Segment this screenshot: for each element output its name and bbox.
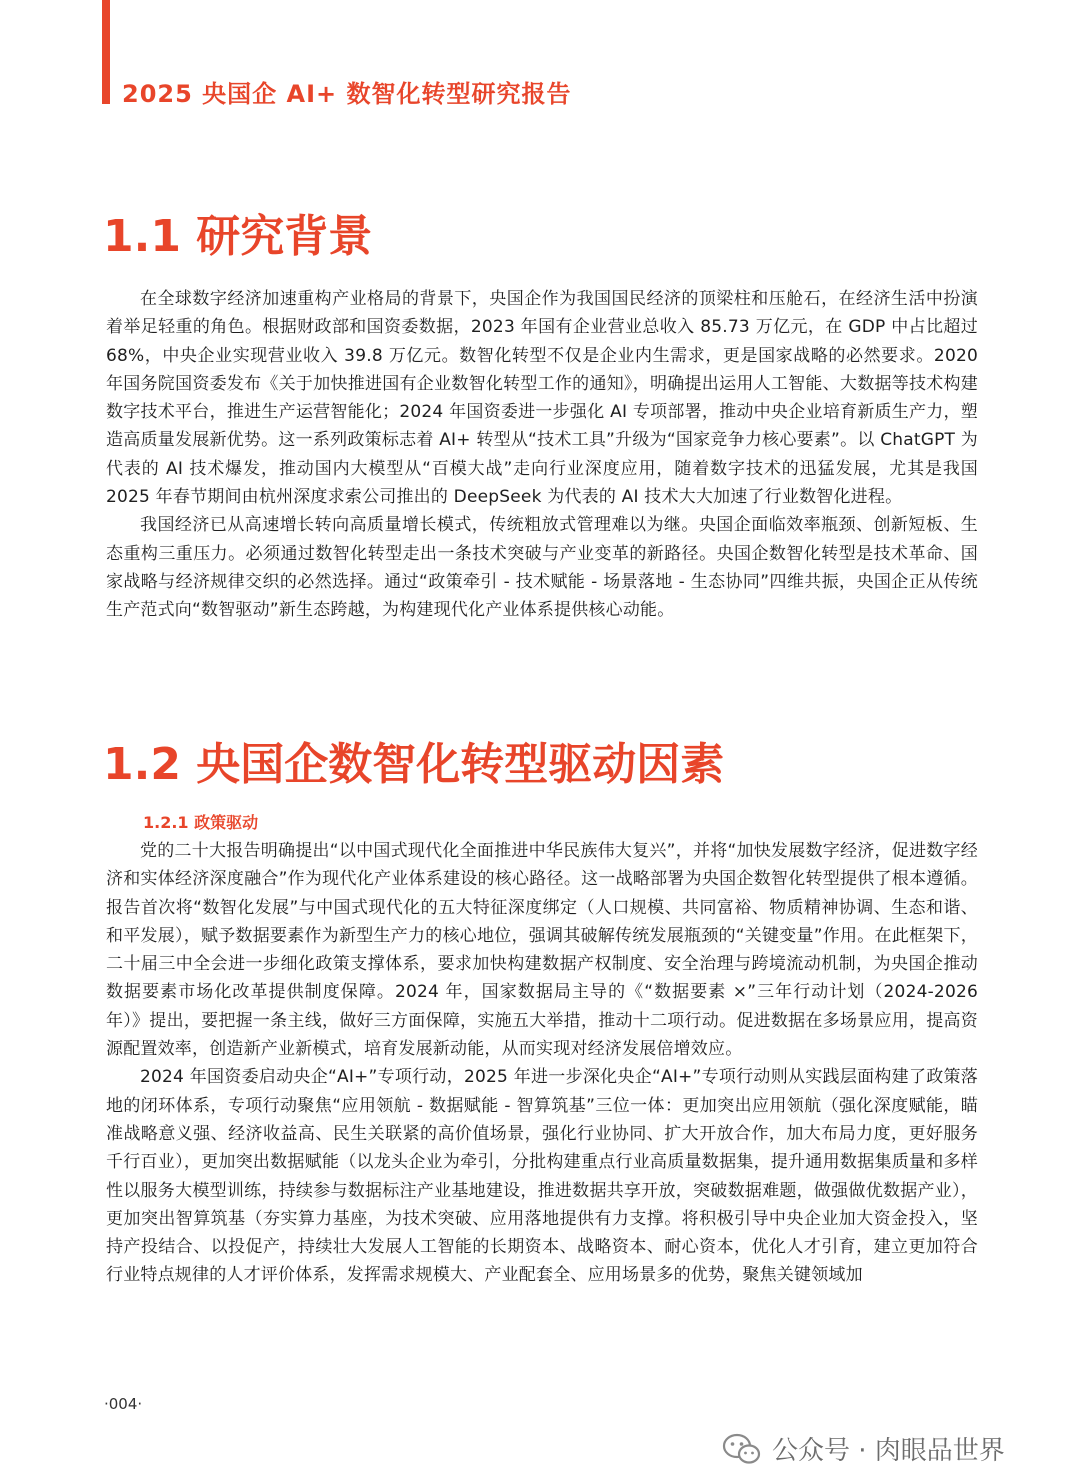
section-title-driving-factors: 1.2 央国企数智化转型驱动因素 bbox=[103, 739, 725, 790]
policy-driven-body bbox=[106, 837, 978, 1290]
wechat-icon bbox=[722, 1432, 762, 1466]
paragraph: 党的二十大报告明确提出“以中国式现代化全面推进中华民族伟大复兴”，并将“加快发展数字经济，促进数字经济和实体经济深度融合”作为现代化产业体系建设的核心路径。这一战略部署为央国企数智化转型提供了根本遵循。报告首次将“数智化发展”与中国式现代化的五大特征深度绑定（人口规模、共同富裕、物质精神协调、生态和谐、和平发展），赋予数据要素作为新型生产力的核心地位，强调其破解传统发展瓶颈的“关键变量”作用。在此框架下，二十届三中全会进一步细化政策支撑体系，要求加快构建数据产权制度、安全治理与跨境流动机制，为央国企推动数据要素市场化改革提供制度保障。2024 年，国家数据局主导的《“数据要素 ×”三年行动计划（2024-2026 年）》提出，要把握一条主线，做好三方面保障，实施五大举措，推动十二项行动。促进数据在多场景应用，提高资源配置效率，创造新产业新模式，培育发展新动能，从而实现对经济发展倍增效应。 bbox=[106, 841, 978, 1060]
watermark-text: 公众号 · 肉眼品世界 bbox=[772, 1436, 1005, 1466]
report-header-title: 2025 央国企 AI+ 数智化转型研究报告 bbox=[122, 80, 572, 108]
paragraph: 在全球数字经济加速重构产业格局的背景下，央国企作为我国国民经济的顶梁柱和压舱石，在经济生活中扮演着举足轻重的角色。根据财政部和国资委数据，2023 年国有企业营业总收入 85.73 万亿元，在 GDP 中占比超过 68%，中央企业实现营业收入 39.8 万亿元。数智化转型不仅是企业内生需求，更是国家战略的必然要求。2020 年国务院国资委发布《关于加快推进国有企业数智化转型工作的通知》，明确提出运用人工智能、大数据等技术构建数字技术平台，推进生产运营智能化；2024 年国资委进一步强化 AI 专项部署，推动中央企业培育新质生产力，塑造高质量发展新优势。这一系列政策标志着 AI+ 转型从“技术工具”升级为“国家竞争力核心要素”。以 ChatGPT 为代表的 AI 技术爆发，推动国内大模型从“百模大战”走向行业深度应用，随着数字技术的迅猛发展，尤其是我国 2025 年春节期间由杭州深度求索公司推出的 DeepSeek 为代表的 AI 技术大大加速了行业数智化进程。 bbox=[106, 289, 978, 508]
paragraph: 2024 年国资委启动央企“AI+”专项行动，2025 年进一步深化央企“AI+”专项行动则从实践层面构建了政策落地的闭环体系，专项行动聚焦“应用领航 - 数据赋能 - 智算筑基”三位一体：更加突出应用领航（强化深度赋能，瞄准战略意义强、经济收益高、民生关联紧的高价值场景，强化行业协同、扩大开放合作，加大布局力度，更好服务千行百业），更加突出数据赋能（以龙头企业为牵引，分批构建重点行业高质量数据集，提升通用数据集质量和多样性以服务大模型训练，持续参与数据标注产业基地建设，推进数据共享开放，突破数据难题，做强做优数据产业），更加突出智算筑基（夯实算力基座，为技术突破、应用落地提供有力支撑。将积极引导中央企业加大资金投入，坚持产投结合、以投促产，持续壮大发展人工智能的长期资本、战略资本、耐心资本，优化人才引育，建立更加符合行业特点规律的人才评价体系，发挥需求规模大、产业配套全、应用场景多的优势，聚焦关键领域加 bbox=[106, 1067, 978, 1286]
header-accent-bar bbox=[102, 0, 110, 104]
watermark bbox=[722, 1430, 1005, 1467]
research-background-body bbox=[106, 285, 978, 625]
paragraph: 我国经济已从高速增长转向高质量增长模式，传统粗放式管理难以为继。央国企面临效率瓶颈、创新短板、生态重构三重压力。必须通过数智化转型走出一条技术突破与产业变革的新路径。央国企数智化转型是技术革命、国家战略与经济规律交织的必然选择。通过“政策牵引 - 技术赋能 - 场景落地 - 生态协同”四维共振，央国企正从传统生产范式向“数智驱动”新生态跨越，为构建现代化产业体系提供核心动能。 bbox=[106, 515, 978, 621]
section-title-research-background: 1.1 研究背景 bbox=[103, 211, 373, 262]
page-number: ·004· bbox=[104, 1395, 143, 1413]
subsection-title-policy-driven: 1.2.1 政策驱动 bbox=[143, 813, 259, 832]
